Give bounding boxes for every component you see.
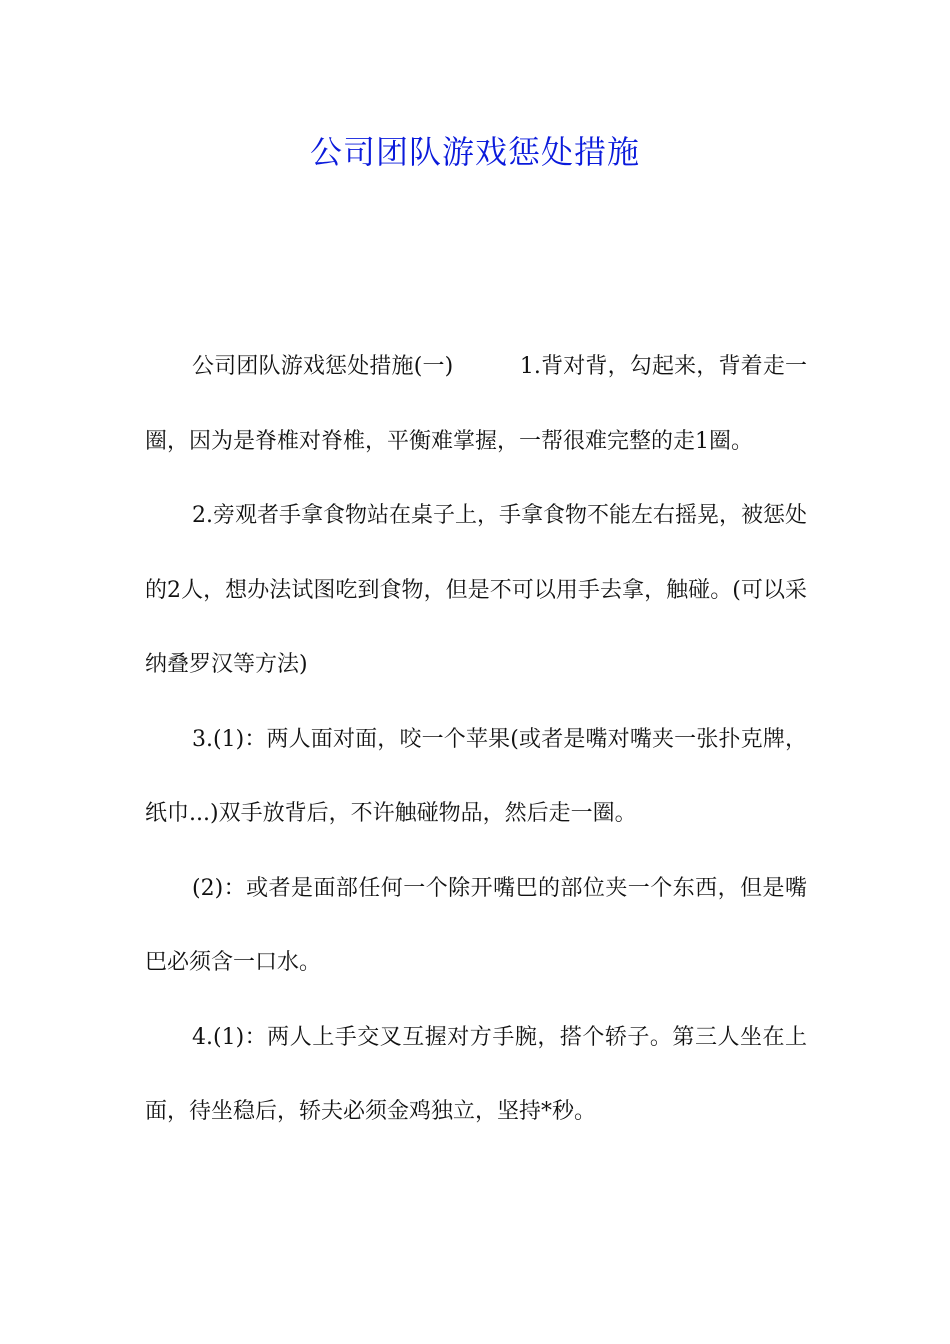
paragraph-3: 3.(1)：两人面对面，咬一个苹果(或者是嘴对嘴夹一张扑克牌，纸巾...)双手放背后，不许触碰物品，然后走一圈。: [145, 726, 807, 826]
paragraph-4: (2)：或者是面部任何一个除开嘴巴的部位夹一个东西，但是嘴巴必须含一口水。: [145, 875, 807, 975]
document-title: 公司团队游戏惩处措施: [309, 133, 640, 171]
paragraph-1: 公司团队游戏惩处措施(一) 1.背对背，勾起来，背着走一圈，因为是脊椎对脊椎，平衡难掌握，一帮很难完整的走1圈。: [145, 354, 807, 454]
document-body: [145, 330, 807, 1150]
paragraph-2: 2.旁观者手拿食物站在桌子上，手拿食物不能左右摇晃，被惩处的2人，想办法试图吃到食物，但是不可以用手去拿，触碰。(可以采纳叠罗汉等方法): [145, 503, 807, 677]
paragraph-5: 4.(1)：两人上手交叉互握对方手腕，搭个轿子。第三人坐在上面，待坐稳后，轿夫必须金鸡独立，坚持*秒。: [145, 1024, 807, 1124]
